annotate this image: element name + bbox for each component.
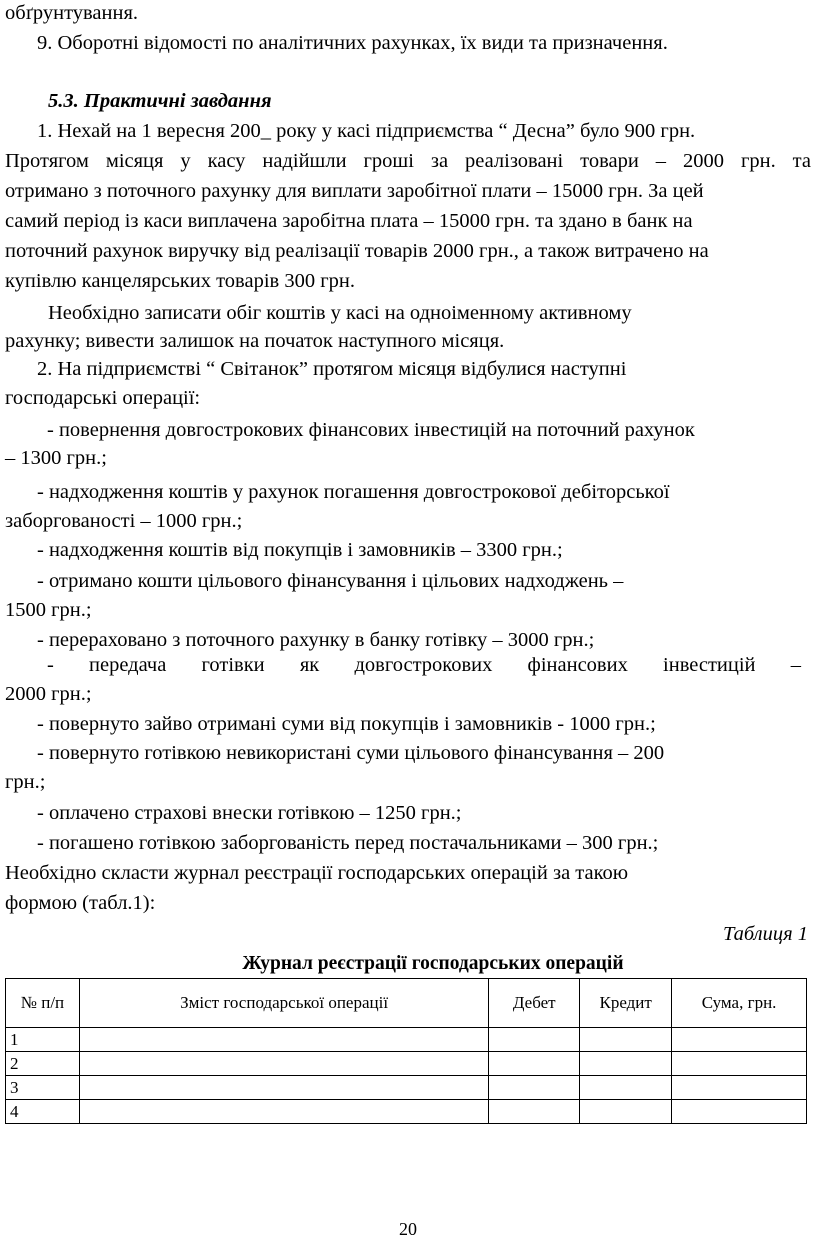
operation-item: 1500 грн.; <box>5 599 92 621</box>
task-1-line: 1. Нехай на 1 вересня 200_ року у касі підприємства “ Десна” було 900 грн. <box>37 120 696 142</box>
description-cell <box>79 1100 488 1124</box>
section-heading: 5.3. Практичні завдання <box>48 90 272 112</box>
column-header-amount: Сума, грн. <box>672 979 807 1028</box>
amount-cell <box>672 1028 807 1052</box>
amount-cell <box>672 1100 807 1124</box>
column-header-credit: Кредит <box>580 979 672 1028</box>
operation-item: 2000 грн.; <box>5 683 92 705</box>
task-2-line: господарські операції: <box>5 387 201 409</box>
column-header-number: № п/п <box>6 979 80 1028</box>
task-1-line: купівлю канцелярських товарів 300 грн. <box>5 270 355 292</box>
row-number-cell: 2 <box>6 1052 80 1076</box>
amount-cell <box>672 1076 807 1100</box>
row-number-cell: 4 <box>6 1100 80 1124</box>
operation-item: грн.; <box>5 771 46 793</box>
operation-item: - оплачено страхові внески готівкою – 1250 грн.; <box>37 802 462 824</box>
table-row <box>6 1100 807 1124</box>
amount-cell <box>672 1052 807 1076</box>
text-line: обґрунтування. <box>5 2 139 24</box>
journal-table <box>5 978 807 1124</box>
table-row <box>6 1076 807 1100</box>
operation-item: - повернуто зайво отримані суми від покупців і замовників - 1000 грн.; <box>37 713 656 735</box>
requirement-line: Необхідно скласти журнал реєстрації господарських операцій за такою <box>5 862 629 884</box>
description-cell <box>79 1052 488 1076</box>
operation-item: заборгованості – 1000 грн.; <box>5 510 243 532</box>
debit-cell <box>489 1076 580 1100</box>
debit-cell <box>489 1052 580 1076</box>
description-cell <box>79 1028 488 1052</box>
task-1-line: Необхідно записати обіг коштів у касі на одноіменному активному <box>48 302 632 324</box>
task-1-line: поточний рахунок виручку від реалізації товарів 2000 грн., а також витрачено на <box>5 240 709 262</box>
credit-cell <box>580 1028 672 1052</box>
operation-item: - повернення довгострокових фінансових інвестицій на поточний рахунок <box>47 419 695 441</box>
task-2-line: 2. На підприємстві “ Світанок” протягом місяця відбулися наступні <box>37 358 627 380</box>
credit-cell <box>580 1100 672 1124</box>
operation-item: - надходження коштів у рахунок погашення довгострокової дебіторської <box>37 481 670 503</box>
description-cell <box>79 1076 488 1100</box>
table-header-row <box>6 979 807 1028</box>
operation-item: - надходження коштів від покупців і замовників – 3300 грн.; <box>37 539 563 561</box>
debit-cell <box>489 1028 580 1052</box>
task-1-line: рахунку; вивести залишок на початок наступного місяця. <box>5 330 505 352</box>
table-row <box>6 1028 807 1052</box>
requirement-line: формою (табл.1): <box>5 892 156 914</box>
list-item-9: 9. Оборотні відомості по аналітичних рахунках, їх види та призначення. <box>37 32 668 54</box>
debit-cell <box>489 1100 580 1124</box>
operation-item: - передача готівки як довгострокових фінансових інвестицій – <box>47 654 801 676</box>
column-header-debit: Дебет <box>489 979 580 1028</box>
row-number-cell: 1 <box>6 1028 80 1052</box>
task-1-line: Протягом місяця у касу надійшли гроші за реалізовані товари – 2000 грн. та <box>5 150 811 172</box>
operation-item: - перераховано з поточного рахунку в банку готівку – 3000 грн.; <box>37 629 595 651</box>
column-header-description: Зміст господарської операції <box>79 979 488 1028</box>
task-1-line: самий період із каси виплачена заробітна плата – 15000 грн. та здано в банк на <box>5 210 693 232</box>
task-1-line: отримано з поточного рахунку для виплати заробітної плати – 15000 грн. За цей <box>5 180 704 202</box>
table-title: Журнал реєстрації господарських операцій <box>242 953 624 974</box>
credit-cell <box>580 1052 672 1076</box>
page-number: 20 <box>399 1219 417 1239</box>
operation-item: – 1300 грн.; <box>5 447 107 469</box>
credit-cell <box>580 1076 672 1100</box>
operation-item: - погашено готівкою заборгованість перед постачальниками – 300 грн.; <box>37 832 659 854</box>
table-label: Таблиця 1 <box>722 923 808 945</box>
row-number-cell: 3 <box>6 1076 80 1100</box>
operation-item: - отримано кошти цільового фінансування і цільових надходжень – <box>37 570 624 592</box>
table-row <box>6 1052 807 1076</box>
operation-item: - повернуто готівкою невикористані суми цільового фінансування – 200 <box>37 742 665 764</box>
